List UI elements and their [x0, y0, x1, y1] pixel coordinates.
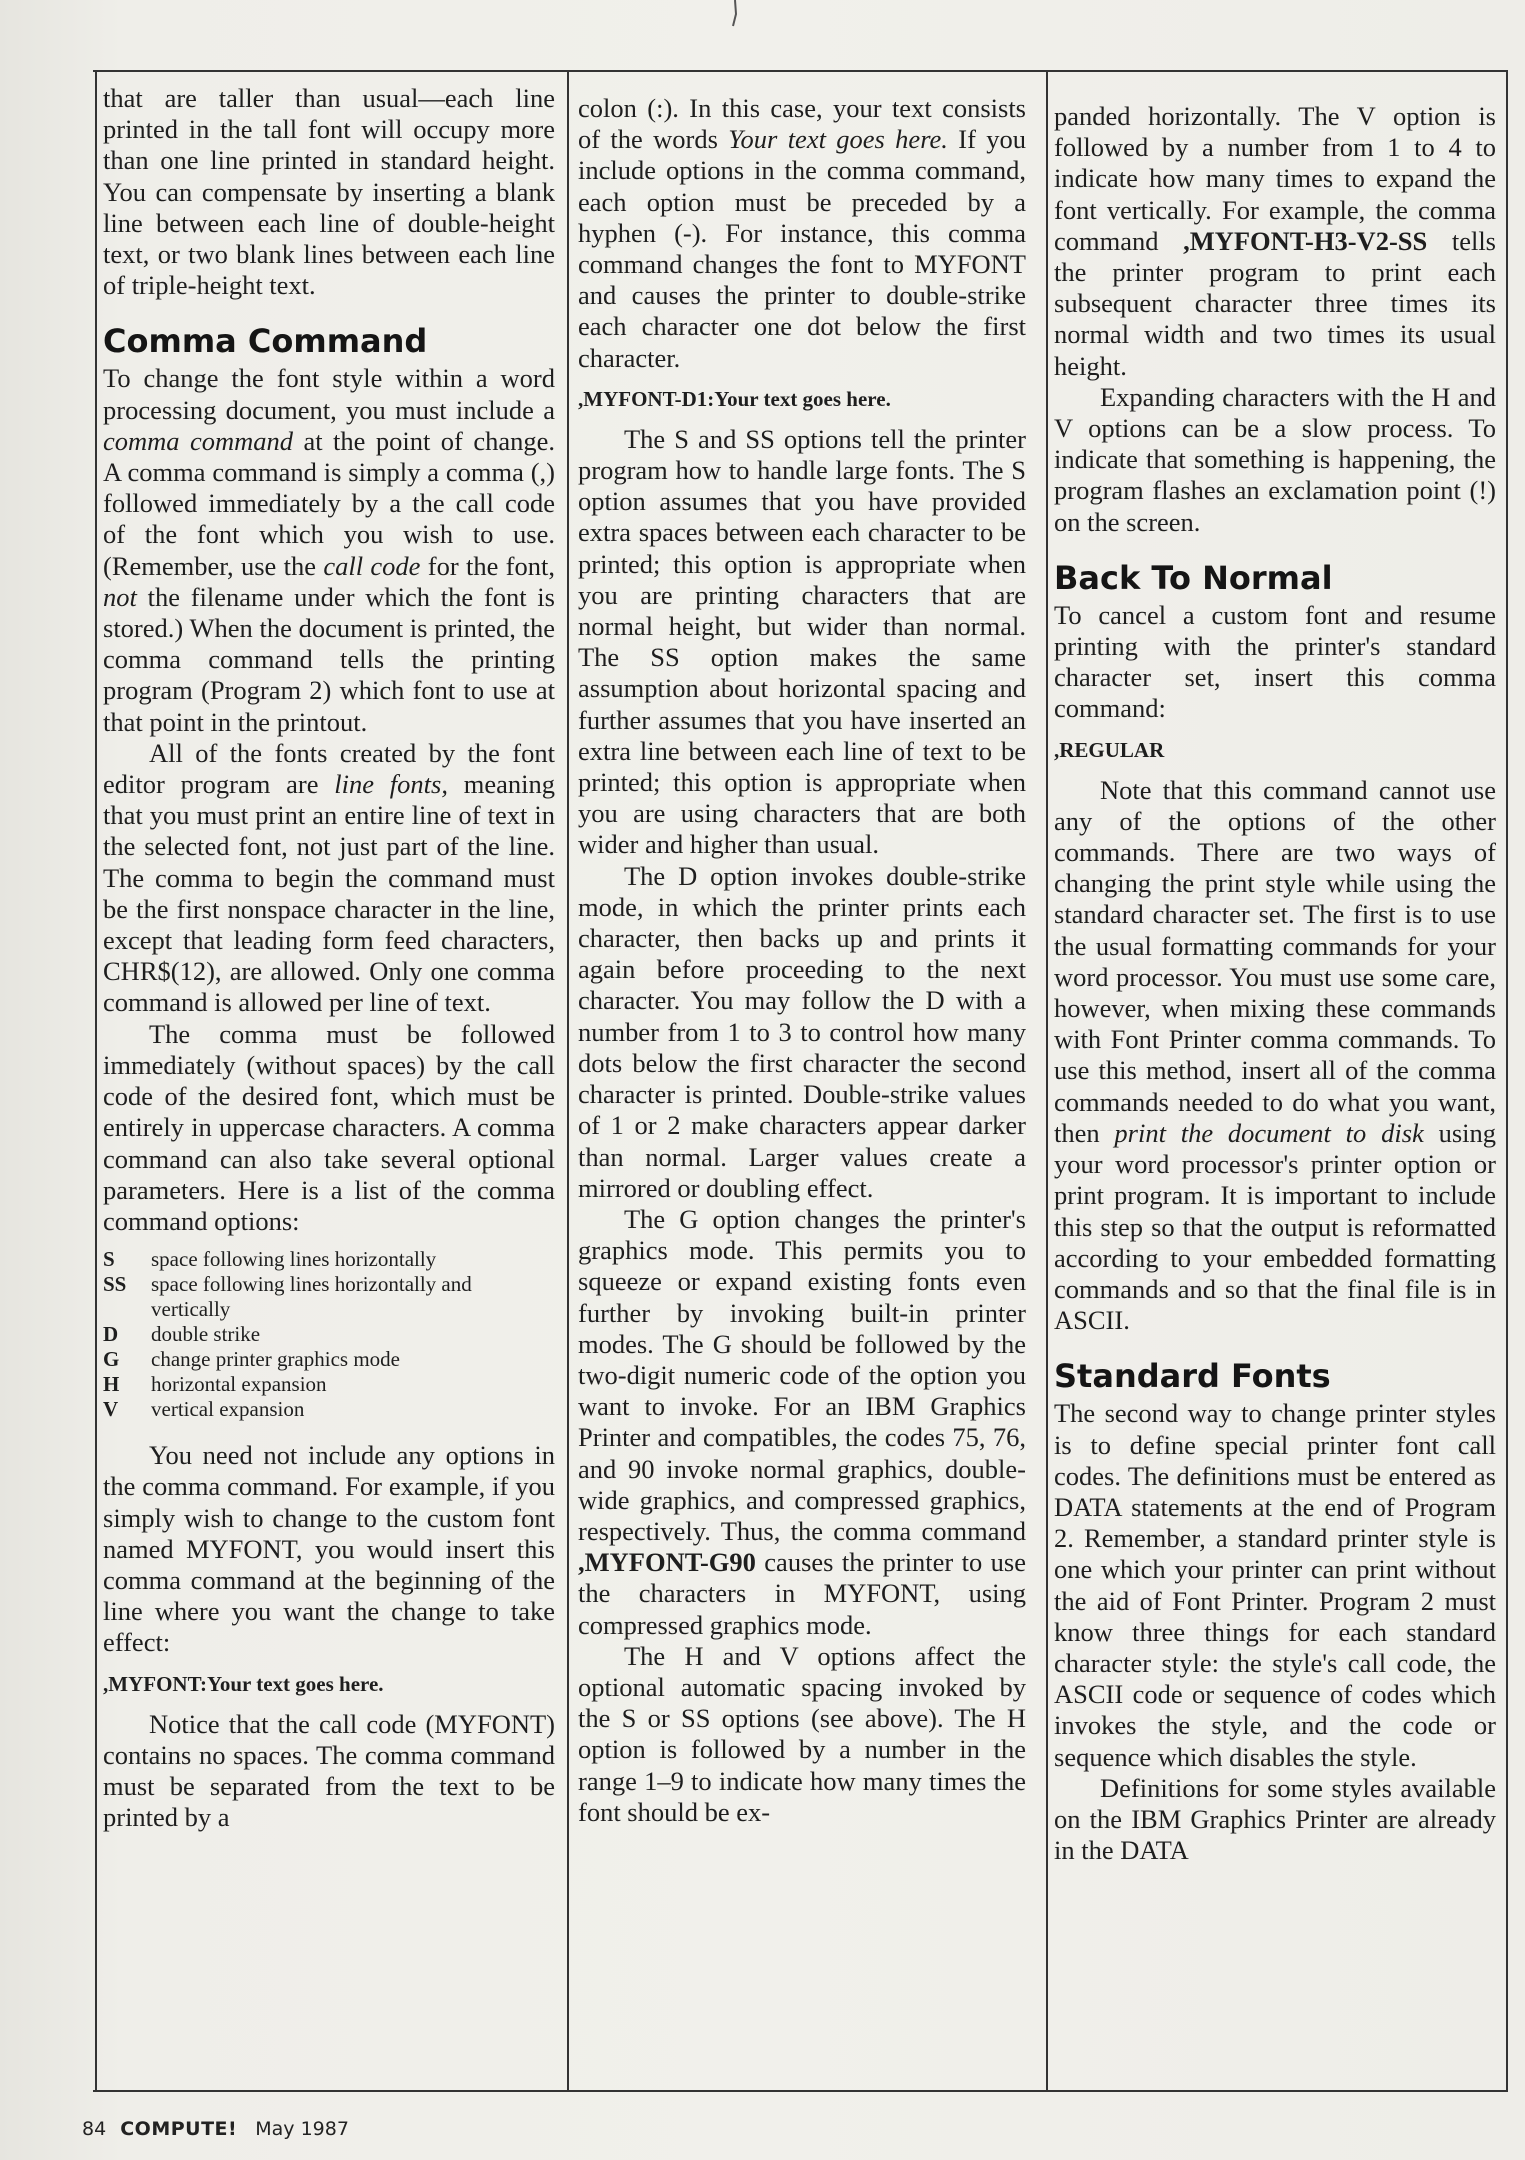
- paragraph: The G option changes the printer's graphics mode. This permits you to squeeze or expand existing fonts even further by invoking built-in printer modes. The G should be followed by the two-digit numeric code of the option you want to invoke. For an IBM Graphics Printer and compatibles, the codes 75, 76, and 90 invoke normal graphics, double-wide graphics, and compressed graphics, respectively. Thus, the comma command ,MYFONT-G90 causes the printer to use the characters in MYFONT, using compressed graphics mode.: [578, 1203, 1026, 1640]
- magazine-name: COMPUTE!: [120, 2118, 238, 2140]
- top-rule: [93, 70, 1508, 72]
- paragraph: To cancel a custom font and resume printing with the printer's standard character set, insert this comma command:: [1054, 599, 1496, 724]
- paragraph: colon (:). In this case, your text consists of the words Your text goes here. If you include options in the comma command, each option must be preceded by a hyphen (-). For instance, this comma command changes the font to MYFONT and causes the printer to double-strike each character one dot below the first character.: [578, 93, 1026, 373]
- column-rule-left: [95, 72, 97, 2090]
- paragraph: that are taller than usual—each line printed in the tall font will occupy more than one line printed in standard height. You can compensate by inserting a blank line between each line of double-height text, or two blank lines between each line of triple-height text.: [103, 83, 555, 301]
- corner-mark: [731, 0, 739, 28]
- option-item: S space following lines horizontally: [103, 1247, 437, 1272]
- column-rule-middle-left: [567, 72, 569, 2090]
- option-item: G change printer graphics mode: [103, 1347, 400, 1372]
- column-3: [1054, 101, 1496, 1866]
- paragraph: Definitions for some styles available on the IBM Graphics Printer are already in the DATA: [1054, 1772, 1496, 1866]
- column-2: [578, 93, 1026, 1828]
- paragraph: The comma must be followed immediately (without spaces) by the call code of the desired font, which must be entirely in uppercase characters. A comma command can also take several optional parameters. Here is a list of the comma command options:: [103, 1018, 555, 1236]
- command-example: ,REGULAR: [1054, 737, 1165, 762]
- paragraph: You need not include any options in the comma command. For example, if you simply wish to change to the custom font named MYFONT, you would insert this comma command at the beginning of the line where you want the change to take effect:: [103, 1440, 555, 1658]
- paragraph: The S and SS options tell the printer program how to handle large fonts. The S option assumes that you have provided extra spaces between each character to be printed; this option is appropriate when you are printing characters that are normal height, but wider than normal. The SS option makes the same assumption about horizontal spacing and further assumes that you have inserted an extra line between each line of text to be printed; this option is appropriate when you are using characters that are both wider and higher than usual.: [578, 423, 1026, 860]
- page-footer: [82, 2118, 349, 2140]
- option-item: H horizontal expansion: [103, 1372, 327, 1397]
- page-number: 84: [82, 2118, 107, 2140]
- paragraph: Notice that the call code (MYFONT) contains no spaces. The comma command must be separated from the text to be printed by a: [103, 1708, 555, 1833]
- issue-date: May 1987: [255, 2118, 349, 2140]
- paragraph: Note that this command cannot use any of the options of the other commands. There are two ways of changing the print style while using the standard character set. The first is to use the usual formatting commands for your word processor. You must use some care, however, when mixing these commands with Font Printer comma commands. To use this method, insert all of the comma commands needed to do what you want, then print the document to disk using your word processor's printer option or print program. It is important to include this step so that the output is reformatted according to your embedded formatting commands and so that the final file is in ASCII.: [1054, 774, 1496, 1336]
- heading-back-to-normal: Back To Normal: [1054, 558, 1333, 597]
- option-item: SS space following lines horizontally and vertically: [103, 1272, 472, 1322]
- paragraph: panded horizontally. The V option is followed by a number from 1 to 4 to indicate how many times to expand the font vertically. For example, the comma command ,MYFONT-H3-V2-SS tells the printer program to print each subsequent character three times its normal width and two times its usual height.: [1054, 101, 1496, 381]
- paragraph: The H and V options affect the optional automatic spacing invoked by the S or SS options (see above). The H option is followed by a number in the range 1–9 to indicate how many times the font should be ex-: [578, 1640, 1026, 1827]
- heading-comma-command: Comma Command: [103, 322, 428, 361]
- paragraph: To change the font style within a word processing document, you must include a comma command at the point of change. A comma command is simply a comma (,) followed immediately by a the call code of the font which you wish to use. (Remember, use the call code for the font, not the filename under which the font is stored.) When the document is printed, the comma command tells the printing program (Program 2) which font to use at that point in the printout.: [103, 363, 555, 737]
- paragraph: The D option invokes double-strike mode, in which the printer prints each character, then backs up and prints it again before proceeding to the next character. You may follow the D with a number from 1 to 3 to control how many dots below the first character the second character is printed. Double-strike values of 1 or 2 make characters appear darker than normal. Larger values create a mirrored or doubling effect.: [578, 860, 1026, 1203]
- option-item: V vertical expansion: [103, 1397, 305, 1422]
- command-example: ,MYFONT-D1:Your text goes here.: [578, 386, 891, 411]
- heading-standard-fonts: Standard Fonts: [1054, 1357, 1331, 1396]
- command-example: ,MYFONT:Your text goes here.: [103, 1671, 384, 1696]
- option-item: D double strike: [103, 1322, 261, 1347]
- column-rule-middle-right: [1046, 72, 1048, 2090]
- paragraph: The second way to change printer styles is to define special printer font call codes. The definitions must be entered as DATA statements at the end of Program 2. Remember, a standard printer style is one which your printer can print without the aid of Font Printer. Program 2 must know three things for each standard character style: the style's call code, the ASCII code or sequence of codes which invokes the style, and the code or sequence which disables the style.: [1054, 1398, 1496, 1772]
- column-rule-right: [1506, 72, 1508, 2090]
- options-list: [103, 1247, 555, 1422]
- paragraph: Expanding characters with the H and V options can be a slow process. To indicate that something is happening, the program flashes an exclamation point (!) on the screen.: [1054, 381, 1496, 537]
- bottom-rule: [93, 2090, 1508, 2092]
- paragraph: All of the fonts created by the font editor program are line fonts, meaning that you must print an entire line of text in the selected font, not just part of the line. The comma to begin the command must be the first nonspace character in the line, except that leading form feed characters, CHR$(12), are allowed. Only one comma command is allowed per line of text.: [103, 737, 555, 1018]
- column-1: [103, 83, 555, 1833]
